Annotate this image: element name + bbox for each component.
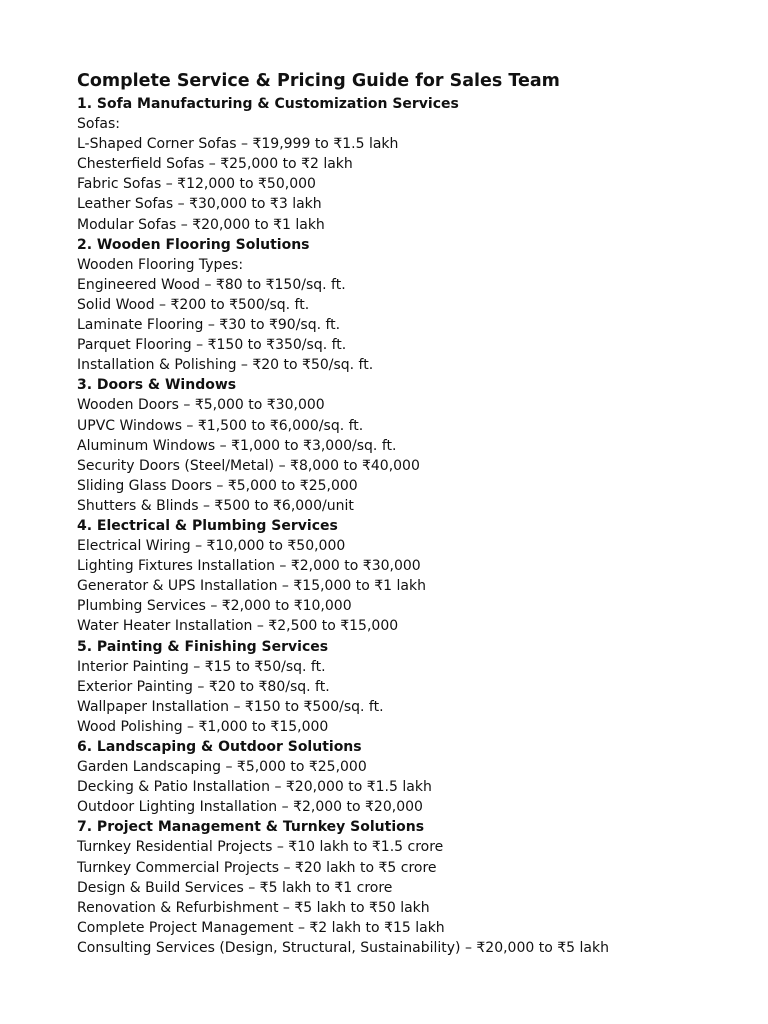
price-item: Design & Build Services – ₹5 lakh to ₹1 crore (77, 879, 393, 896)
price-item: Engineered Wood – ₹80 to ₹150/sq. ft. (77, 276, 346, 293)
price-item: Turnkey Residential Projects – ₹10 lakh to ₹1.5 crore (77, 839, 444, 856)
price-item: Consulting Services (Design, Structural, Sustainability) – ₹20,000 to ₹5 lakh (77, 939, 609, 956)
section-subheading: Wooden Flooring Types: (77, 256, 244, 273)
price-item: Leather Sofas – ₹30,000 to ₹3 lakh (77, 196, 322, 213)
price-item: Shutters & Blinds – ₹500 to ₹6,000/unit (77, 497, 354, 514)
price-item: Laminate Flooring – ₹30 to ₹90/sq. ft. (77, 317, 341, 334)
section-heading: 1. Sofa Manufacturing & Customization Services (77, 96, 459, 112)
price-item: Electrical Wiring – ₹10,000 to ₹50,000 (77, 538, 346, 555)
page-title: Complete Service & Pricing Guide for Sales Team (77, 71, 560, 91)
section-heading: 5. Painting & Finishing Services (77, 638, 329, 655)
section-heading: 7. Project Management & Turnkey Solutions (77, 819, 425, 836)
section (77, 94, 757, 235)
price-item: Wood Polishing – ₹1,000 to ₹15,000 (77, 718, 329, 735)
price-item: Wallpaper Installation – ₹150 to ₹500/sq. ft. (77, 698, 384, 715)
section-heading: 4. Electrical & Plumbing Services (77, 517, 338, 534)
price-item: Security Doors (Steel/Metal) – ₹8,000 to ₹40,000 (77, 457, 420, 474)
price-item: Fabric Sofas – ₹12,000 to ₹50,000 (77, 176, 316, 193)
price-item: Decking & Patio Installation – ₹20,000 to ₹1.5 lakh (77, 779, 432, 796)
section (77, 375, 757, 516)
price-item: Installation & Polishing – ₹20 to ₹50/sq. ft. (77, 357, 374, 374)
section (77, 516, 757, 637)
price-item: L-Shaped Corner Sofas – ₹19,999 to ₹1.5 lakh (77, 136, 399, 153)
section (77, 637, 757, 737)
price-item: Sliding Glass Doors – ₹5,000 to ₹25,000 (77, 477, 358, 494)
price-item: Parquet Flooring – ₹150 to ₹350/sq. ft. (77, 337, 347, 354)
section-heading: 2. Wooden Flooring Solutions (77, 236, 310, 253)
price-item: Wooden Doors – ₹5,000 to ₹30,000 (77, 397, 325, 414)
price-item: Exterior Painting – ₹20 to ₹80/sq. ft. (77, 678, 330, 695)
price-item: Aluminum Windows – ₹1,000 to ₹3,000/sq. ft. (77, 437, 397, 454)
price-item: Lighting Fixtures Installation – ₹2,000 to ₹30,000 (77, 558, 421, 575)
price-item: Interior Painting – ₹15 to ₹50/sq. ft. (77, 658, 326, 675)
price-item: Complete Project Management – ₹2 lakh to ₹15 lakh (77, 919, 445, 936)
price-item: Chesterfield Sofas – ₹25,000 to ₹2 lakh (77, 156, 353, 173)
price-item: Modular Sofas – ₹20,000 to ₹1 lakh (77, 216, 325, 233)
section (77, 817, 757, 958)
section (77, 235, 757, 376)
section-subheading: Sofas: (77, 116, 120, 133)
price-item: Garden Landscaping – ₹5,000 to ₹25,000 (77, 759, 367, 776)
price-item: Outdoor Lighting Installation – ₹2,000 to ₹20,000 (77, 799, 423, 816)
price-item: Plumbing Services – ₹2,000 to ₹10,000 (77, 598, 352, 615)
section (77, 737, 757, 817)
price-item: Turnkey Commercial Projects – ₹20 lakh to ₹5 crore (77, 859, 437, 876)
price-item: Water Heater Installation – ₹2,500 to ₹15,000 (77, 618, 399, 635)
document-body (77, 68, 757, 958)
price-item: Renovation & Refurbishment – ₹5 lakh to ₹50 lakh (77, 899, 430, 916)
price-item: Solid Wood – ₹200 to ₹500/sq. ft. (77, 296, 310, 313)
price-item: UPVC Windows – ₹1,500 to ₹6,000/sq. ft. (77, 417, 364, 434)
price-item: Generator & UPS Installation – ₹15,000 to ₹1 lakh (77, 578, 426, 595)
section-heading: 3. Doors & Windows (77, 377, 237, 394)
sections-container (77, 94, 757, 958)
section-heading: 6. Landscaping & Outdoor Solutions (77, 739, 362, 755)
